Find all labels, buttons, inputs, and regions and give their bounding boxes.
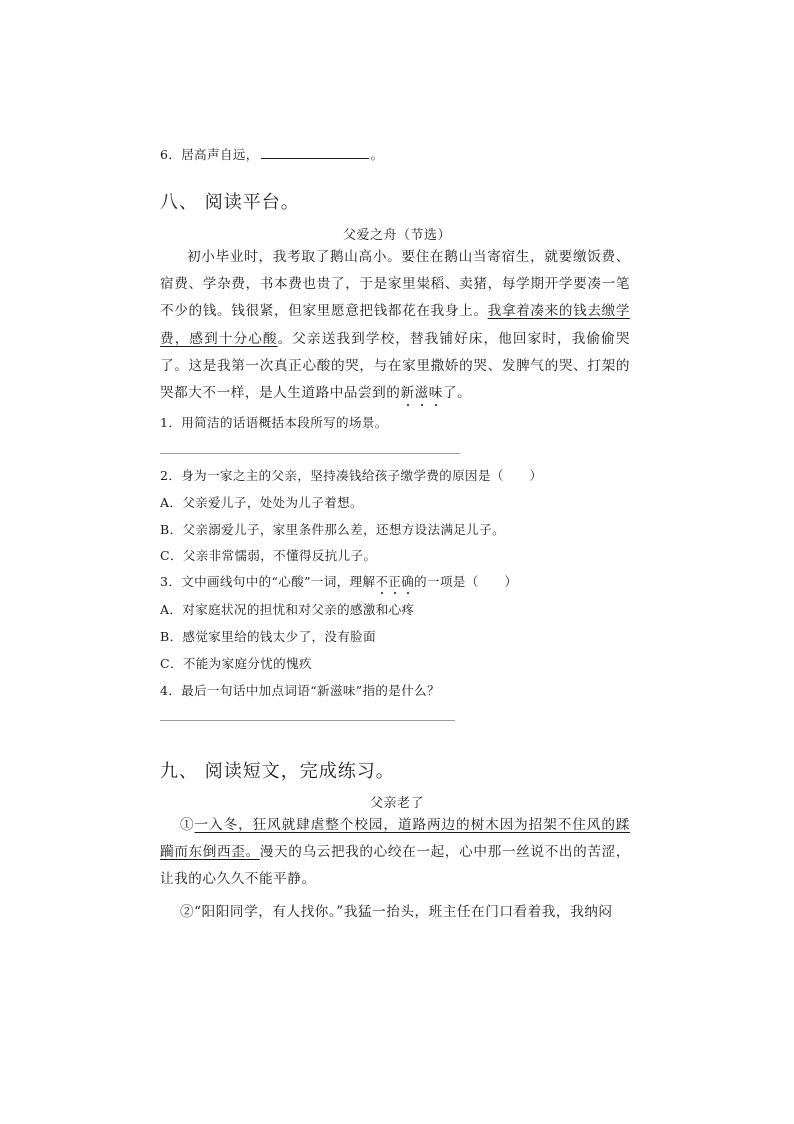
section-9-heading: 九、 阅读短文，完成练习。: [160, 761, 395, 782]
question-3-stem-pre: 3．文中画线句中的“心酸”一词，理解: [160, 574, 376, 589]
answer-blank[interactable]: [261, 146, 369, 159]
section-8-heading: 八、 阅读平台。: [160, 192, 300, 213]
question-3-option-b[interactable]: B．感觉家里给的钱太少了，没有脸面: [160, 629, 376, 644]
dotted-word: 新滋味: [400, 385, 443, 402]
passage-paragraph-9-1: [160, 812, 630, 894]
question-6: [160, 145, 384, 163]
question-6-prefix: 6．居高声自远，: [160, 147, 259, 162]
paragraph-text-1: 初小毕业时，我考取了鹅山高小。要住在鹅山当寄宿生，就要缴饭费、宿费、学杂费，书本费也贵了，于是家里粜稻、卖猪，每学期开学要凑一笔不少的钱。钱很紧，但家里愿意把钱都花在我身上。: [160, 249, 630, 320]
question-2-option-a[interactable]: A．父亲爱儿子，处处为儿子着想。: [160, 495, 363, 510]
question-3-option-c[interactable]: C．不能为家庭分忧的愧疚: [160, 656, 312, 671]
passage-title-8: 父爱之舟（节选）: [342, 228, 451, 243]
question-2-option-c[interactable]: C．父亲非常懦弱，不懂得反抗儿子。: [160, 548, 377, 563]
underlined-sentence: 我拿着凑来的钱去缴学费，感到十分心酸: [160, 303, 630, 347]
passage-title-9: 父亲老了: [369, 796, 424, 811]
question-3-option-a[interactable]: A．对家庭状况的担忧和对父亲的感激和心疼: [160, 602, 415, 617]
paragraph-9-1-rest: 漫天的乌云把我的心绞在一起，心中那一丝说不出的苦涩，让我的心久久不能平静。: [160, 844, 630, 888]
paragraph-9-2-text: ②“阳阳同学，有人找你。”我猛一抬头，班主任在门口看着我，我纳闷: [180, 904, 613, 920]
question-4: 4．最后一句话中加点词语“新滋味”指的是什么？: [160, 683, 440, 698]
question-3-dotted: 不正确: [375, 574, 415, 589]
passage-paragraph-8: [160, 244, 630, 407]
question-6-suffix: 。: [370, 147, 384, 162]
question-2-option-b[interactable]: B．父亲溺爱儿子，家里条件那么差，还想方设法满足儿子。: [160, 522, 505, 537]
paragraph-number-1: ①: [180, 817, 195, 833]
question-2-stem: 2．身为一家之主的父亲，坚持凑钱给孩子缴学费的原因是（ ）: [160, 468, 543, 483]
question-3-stem: [160, 572, 517, 590]
answer-line-1[interactable]: [160, 453, 460, 454]
paragraph-text-2: 。父亲送我到学校，替我铺好床，他回家时，我偷偷哭了。这是我第一次真正心酸的哭，与在家里撒娇的哭、发脾气的哭、打架的哭都大不一样，是人生道路中品尝到的: [160, 330, 630, 402]
paragraph-text-3: 了。: [442, 385, 472, 402]
passage-paragraph-9-2: [160, 899, 630, 926]
question-1: 1．用简洁的话语概括本段所写的场景。: [160, 415, 388, 430]
answer-line-4[interactable]: [160, 720, 455, 721]
underlined-sentence-9: 一入冬，狂风就肆虐整个校园，道路两边的树木因为招架不住风的蹂躏而东倒西歪。: [160, 817, 630, 861]
question-3-stem-post: 的一项是（ ）: [414, 574, 518, 589]
